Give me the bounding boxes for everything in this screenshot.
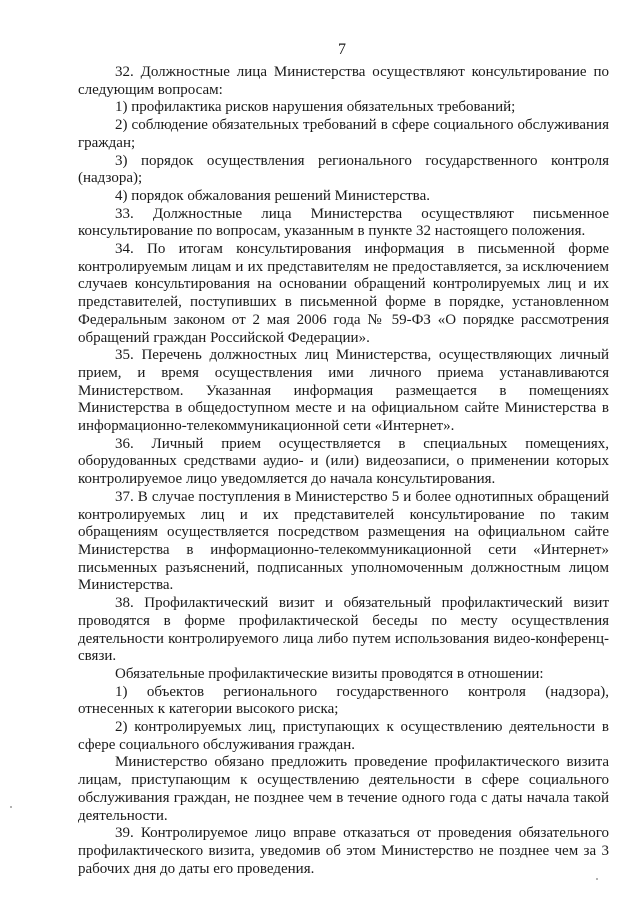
paragraph-38: 38. Профилактический визит и обязательный профилактический визит проводятся в форме профилактической беседы по месту осуществления деятельности контролируемого лица либо путем использования видео-конференц-связи.: [78, 595, 609, 665]
list-item-32-2: 2) соблюдение обязательных требований в сфере социального обслуживания граждан;: [78, 117, 609, 151]
paragraph-mandatory-visits: Обязательные профилактические визиты проводятся в отношении:: [115, 665, 544, 682]
list-item-visits-2: 2) контролируемых лиц, приступающих к осуществлению деятельности в сфере социального обслуживания граждан.: [78, 719, 609, 753]
scan-speck: [596, 878, 598, 880]
paragraph-35: 35. Перечень должностных лиц Министерства, осуществляющих личный прием, и время осуществления ими личного приема устанавливаются Министерством. Указанная информация размещается в помещениях Министерства в общедоступном месте и на официальном сайте Министерства в информационно-телекоммуникационной сети «Интернет».: [78, 347, 609, 435]
paragraph-36: 36. Личный прием осуществляется в специальных помещениях, оборудованных средствами аудио- и (или) видеозаписи, о применении которых контролируемое лицо уведомляется до начала консультирования.: [78, 435, 609, 488]
list-item-32-1: 1) профилактика рисков нарушения обязательных требований;: [115, 99, 516, 116]
scan-speck: [10, 806, 12, 808]
list-item-visits-1: 1) объектов регионального государственного контроля (надзора), отнесенных к категории высокого риска;: [78, 683, 609, 718]
paragraph-33: 33. Должностные лица Министерства осуществляют письменное консультирование по вопросам, указанным в пункте 32 настоящего положения.: [78, 205, 609, 240]
paragraph-37: 37. В случае поступления в Министерство 5 и более однотипных обращений контролируемых лиц и их представителей консультирование по таким обращениям осуществляется посредством размещения на официальном сайте Министерства в информационно-телекоммуникационной сети «Интернет» письменных разъяснений, подписанных уполномоченным должностным лицом Министерства.: [78, 488, 609, 594]
paragraph-34: 34. По итогам консультирования информация в письменной форме контролируемым лицам и их представителям не предоставляется, за исключением случаев консультирования на основании обращений контролируемых лиц и их представителей, поступивших в письменной форме в порядке, установленном Федеральным законом от 2 мая 2006 года № 59-ФЗ «О порядке рассмотрения обращений граждан Российской Федерации».: [78, 241, 609, 346]
paragraph-39: 39. Контролируемое лицо вправе отказаться от проведения обязательного профилактического визита, уведомив об этом Министерство не позднее чем за 3 рабочих дня до даты его проведения.: [78, 825, 609, 877]
paragraph-32: 32. Должностные лица Министерства осуществляют консультирование по следующим вопросам:: [78, 64, 609, 98]
page-number: 7: [338, 41, 346, 58]
document-body: [78, 64, 609, 878]
list-item-32-3: 3) порядок осуществления регионального государственного контроля (надзора);: [78, 152, 609, 187]
list-item-32-4: 4) порядок обжалования решений Министерства.: [115, 187, 430, 204]
paragraph-ministry-obligation: Министерство обязано предложить проведение профилактического визита лицам, приступающим к осуществлению деятельности в сфере социального обслуживания граждан, не позднее чем в течение одного года с даты начала такой деятельности.: [78, 754, 609, 824]
